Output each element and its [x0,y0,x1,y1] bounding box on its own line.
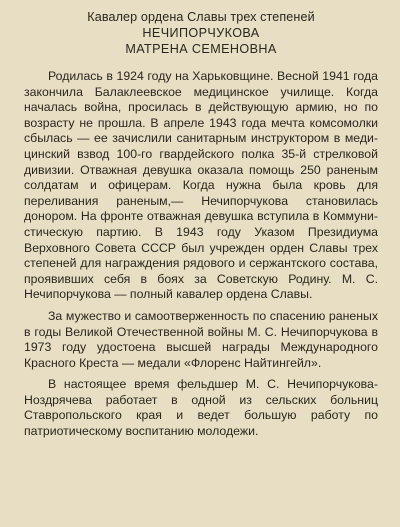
header-award-title: Кавалер ордена Славы трех степеней [87,10,315,24]
header-given-names: МАТРЕНА СЕМЕНОВНА [125,42,277,56]
paragraph-award: За мужество и самоотверженность по спасению раненых в годы Великой Отечественной войны М. С. Нечипорчукова в 1973 году удостоена высшей награды Международного Красного Креста — медали «Флоренс Найтингейл». [24,308,378,370]
header-surname: НЕЧИПОРЧУКОВА [142,26,260,40]
article-body [24,69,378,440]
paragraph-biography: Родилась в 1924 году на Харьковщине. Весной 1941 года закончила Балаклеевское медицинское училище. Когда началась война, просилась в действующую армию, но по возрасту не прошла. В апреле 1943 года мечта комсомолки сбылась — ее зачислили санитарным инструктором в медицинский взвод 100-го гвардейского полка 35-й стрелковой дивизии. Отважная девушка оказала помощь 250 раненым солдатам и офицерам. Когда нужна была кровь для переливания раненым,— Нечипорчукова становилась донором. На фронте отважная девушка вступила в Коммунистическую партию. В 1943 году Указом Президиума Верховного Совета СССР был учрежден орден Славы трех степеней для награждения рядового и сержантского состава, проявивших себя в боях за Советскую Родину. М. С. Нечипорчукова — полный кавалер ордена Славы. [24,69,378,302]
paragraph-present: В настоящее время фельдшер М. С. Нечипорчукова-Ноздрячева работает в одной из сельских больниц Ставропольского края и ведет большую работу по патриотическому воспитанию молодежи. [24,377,378,439]
document-header [24,9,378,57]
